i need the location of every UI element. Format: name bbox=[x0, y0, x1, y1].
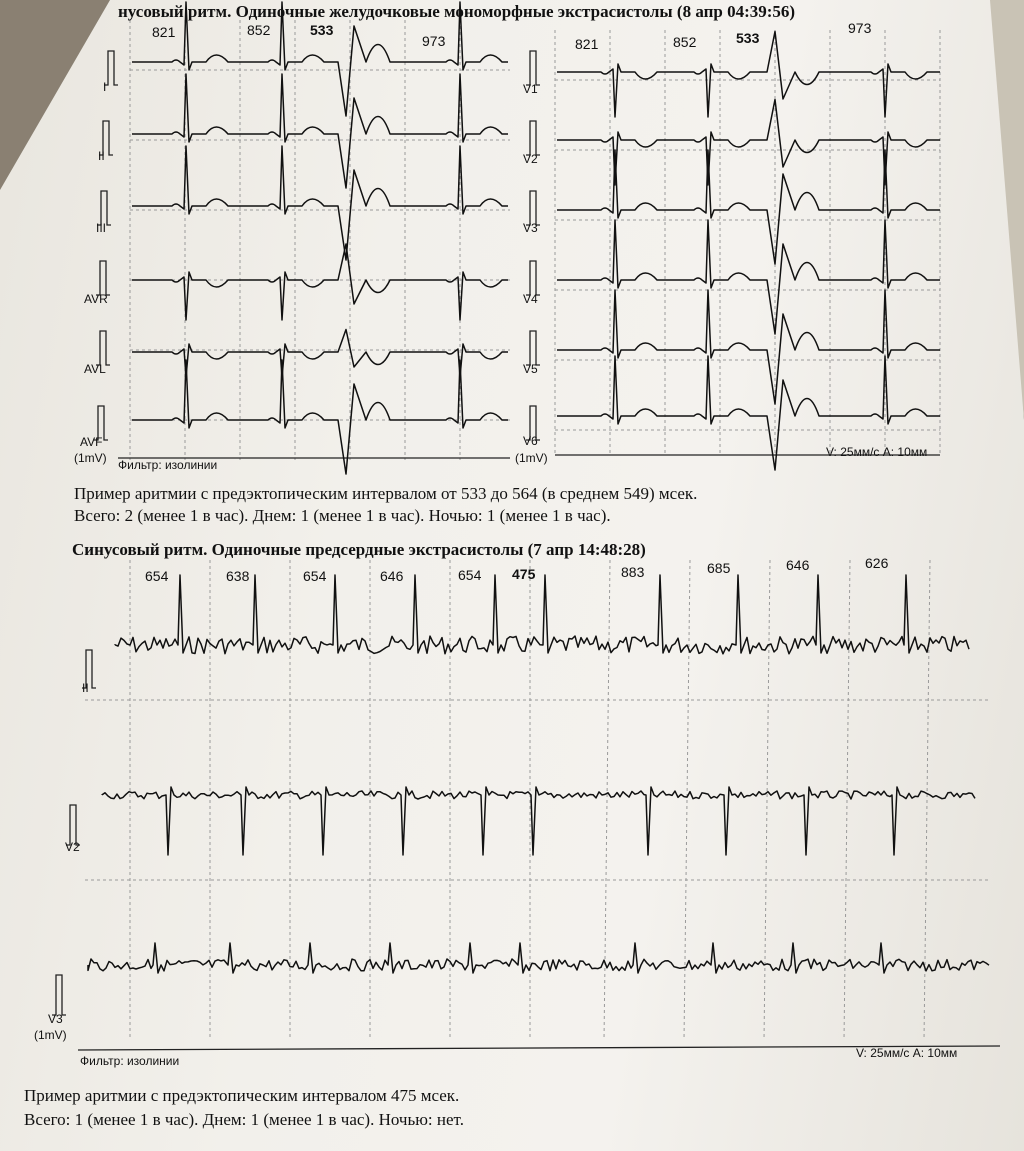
arrhythmia-description: Пример аритмии с предэктопическим интервалом 475 мсек. bbox=[24, 1086, 460, 1105]
lead-label: I bbox=[103, 80, 107, 94]
section1-title: нусовый ритм. Одиночные желудочковые мономорфные экстрасистолы (8 апр 04:39:56) bbox=[118, 2, 796, 21]
rr-interval-label: 973 bbox=[848, 20, 872, 36]
rr-interval-label: 821 bbox=[575, 36, 599, 52]
rr-interval-label: 533 bbox=[736, 30, 760, 46]
rr-interval-label: 646 bbox=[380, 568, 404, 584]
arrhythmia-description: Пример аритмии с предэктопическим интервалом от 533 до 564 (в среднем 549) мсек. bbox=[74, 484, 698, 503]
rr-interval-label: 626 bbox=[865, 555, 889, 571]
ecg-wave bbox=[115, 575, 969, 654]
lead-label: III bbox=[96, 221, 107, 235]
speed-label: V: 25мм/с A: 10мм bbox=[856, 1046, 958, 1060]
section2-title: Синусовый ритм. Одиночные предсердные экстрасистолы (7 апр 14:48:28) bbox=[72, 540, 646, 559]
rr-interval-label: 533 bbox=[310, 22, 334, 38]
lead-label: II bbox=[82, 681, 89, 695]
rr-interval-label: 973 bbox=[422, 33, 446, 49]
lead-label: AVF bbox=[80, 435, 103, 449]
ecg-wave bbox=[132, 74, 508, 188]
ecg-wave bbox=[102, 787, 975, 855]
calibration-pulse bbox=[526, 191, 540, 225]
arrhythmia-totals: Всего: 2 (менее 1 в час). Днем: 1 (менее 1 в час). Ночью: 1 (менее 1 в час). bbox=[74, 506, 611, 525]
lead-label: V3 bbox=[523, 221, 538, 235]
rr-interval-label: 852 bbox=[673, 34, 697, 50]
ecg-wave bbox=[88, 943, 989, 973]
lead-label: II bbox=[98, 149, 105, 163]
filter-label: Фильтр: изолинии bbox=[80, 1054, 180, 1068]
rr-interval-label: 654 bbox=[303, 568, 327, 584]
ecg-wave bbox=[132, 360, 508, 474]
calibration-pulse bbox=[97, 191, 111, 225]
lead-label: V2 bbox=[65, 840, 80, 854]
rr-interval-label: 821 bbox=[152, 24, 176, 40]
filter-label: Фильтр: изолинии bbox=[118, 458, 218, 472]
arrhythmia-totals: Всего: 1 (менее 1 в час). Днем: 1 (менее 1 в час). Ночью: нет. bbox=[24, 1110, 464, 1129]
lead-label: V2 bbox=[523, 152, 538, 166]
ecg-wave bbox=[132, 330, 508, 378]
calibration-pulse bbox=[526, 51, 540, 85]
lead-label: V4 bbox=[523, 292, 538, 306]
rr-interval-label: 654 bbox=[458, 567, 482, 583]
calibration-pulse bbox=[52, 975, 66, 1015]
lead-label: V5 bbox=[523, 362, 538, 376]
lead-label: V1 bbox=[523, 82, 538, 96]
rr-interval-label: 638 bbox=[226, 568, 250, 584]
scale-label: (1mV) bbox=[515, 451, 548, 465]
calibration-pulse bbox=[526, 331, 540, 365]
lead-label: V6 bbox=[523, 434, 538, 448]
calibration-pulse bbox=[526, 261, 540, 295]
grid-line bbox=[764, 560, 770, 1040]
calibration-pulse bbox=[526, 121, 540, 155]
calibration-pulse bbox=[66, 805, 80, 845]
scale-label: (1mV) bbox=[34, 1028, 67, 1042]
ecg-wave bbox=[132, 146, 508, 260]
speed-label: V: 25мм/с A: 10мм bbox=[826, 445, 928, 459]
lead-label: AVR bbox=[84, 292, 108, 306]
rr-interval-label: 654 bbox=[145, 568, 169, 584]
lead-label: V3 bbox=[48, 1012, 63, 1026]
rr-interval-label: 685 bbox=[707, 560, 731, 576]
calibration-pulse bbox=[96, 261, 110, 295]
rr-interval-label: 852 bbox=[247, 22, 271, 38]
ecg-wave bbox=[132, 244, 508, 320]
calibration-pulse bbox=[96, 331, 110, 365]
rr-interval-label: 475 bbox=[512, 566, 536, 582]
rr-interval-label: 883 bbox=[621, 564, 645, 580]
grid-line bbox=[844, 560, 850, 1040]
lead-label: AVL bbox=[84, 362, 106, 376]
scale-label: (1mV) bbox=[74, 451, 107, 465]
rr-interval-label: 646 bbox=[786, 557, 810, 573]
